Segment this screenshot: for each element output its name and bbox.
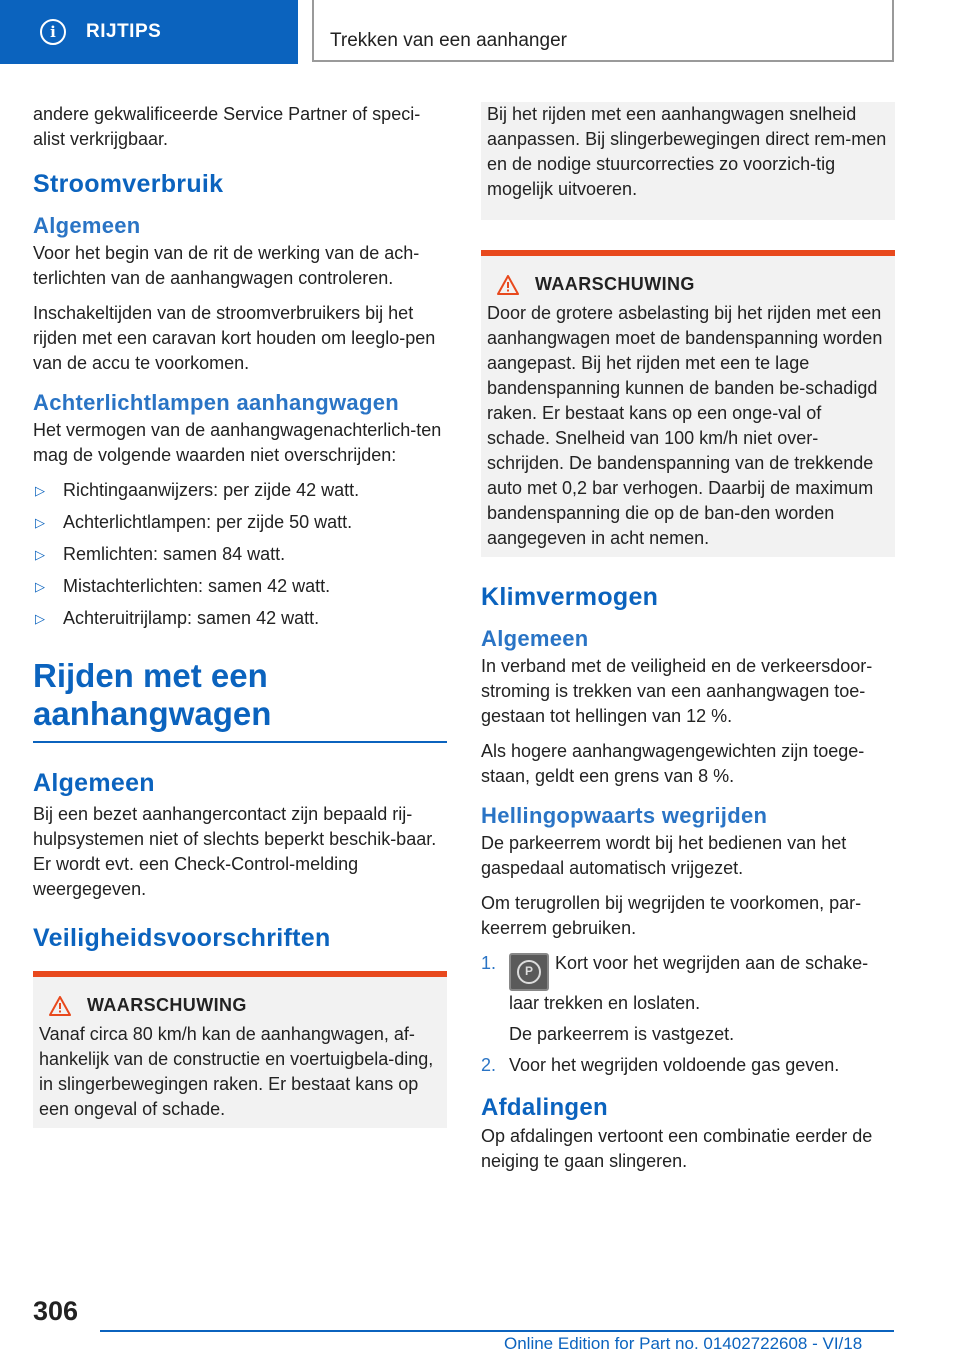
paragraph-klim-1: In verband met de veiligheid en de verkeersdoor-stroming is trekken van een aanhangwagen toe-gestaan tot hellingen van 12 %.: [481, 656, 873, 726]
triangle-bullet-icon: ▷: [35, 515, 45, 530]
section-label: RIJTIPS: [86, 21, 162, 42]
paragraph-algemeen-2: Inschakeltijden van de stroomverbruikers bij het rijden met een caravan kort houden om leeglo-pen van de accu te voorkomen.: [33, 303, 436, 373]
paragraph-helling-2: Om terugrollen bij wegrijden te voorkomen, par-keerrem gebruiken.: [481, 893, 862, 938]
step-result: De parkeerrem is vastgezet.: [509, 1023, 735, 1044]
page-number: 306: [33, 1296, 79, 1326]
heading-algemeen-stroom: Algemeen: [33, 213, 141, 238]
triangle-bullet-icon: ▷: [35, 579, 45, 594]
warning-continuation-box: [481, 102, 895, 220]
chapter-title: Trekken van een aanhanger: [330, 30, 567, 51]
heading-algemeen-rijden: Algemeen: [33, 769, 155, 797]
list-item: ▷ Richtingaanwijzers: per zijde 42 watt.: [33, 478, 447, 503]
footer-divider: [100, 1330, 894, 1332]
warning-title: WAARSCHUWING: [535, 274, 695, 294]
heading-algemeen-klim: Algemeen: [481, 626, 589, 651]
heading-klimvermogen: Klimvermogen: [481, 583, 659, 611]
heading-afdalingen: Afdalingen: [481, 1093, 608, 1121]
warning-title: WAARSCHUWING: [87, 995, 247, 1015]
paragraph-klim-2: Als hogere aanhangwagengewichten zijn toege-staan, geldt een grens van 8 %.: [481, 741, 865, 786]
paragraph-algemeen-rijden: Bij een bezet aanhangercontact zijn bepaald rij-hulpsystemen niet of slechts beperkt beschik-baar. Er wordt evt. een Check-Control-melding weergegeven.: [33, 804, 437, 899]
list-item: ▷ Mistachterlichten: samen 42 watt.: [33, 574, 447, 599]
intro-paragraph: andere gekwalificeerde Service Partner of speci-alist verkrijgbaar.: [33, 104, 421, 149]
steps-list: [481, 951, 895, 1078]
step-text: Kort voor het wegrijden aan de schake-laar trekken en loslaten.: [509, 953, 869, 1013]
warning-text: Door de grotere asbelasting bij het rijden met een aanhangwagen moet de bandenspanning worden aangepast. Bij het rijden met een te lage bandenspanning kunnen de banden be-schadigd raken. Er bestaat kans op een onge-val of schade. Snelheid van 100 km/h niet over-schrijden. De bandenspanning van de trekkende auto met 0,2 bar verhogen. Daarbij de maximum bandenspanning die op de ban-den worden aangegeven in acht nemen.: [487, 303, 883, 548]
paragraph-algemeen-1: Voor het begin van de rit de werking van de ach-terlichten van de aanhangwagen controleren.: [33, 243, 420, 288]
wattage-list: [33, 478, 447, 631]
header-title-box: [312, 0, 894, 62]
list-item: ▷ Remlichten: samen 84 watt.: [33, 542, 447, 567]
header-section-tab: [0, 0, 298, 64]
warning-text: Vanaf circa 80 km/h kan de aanhangwagen, af-hankelijk van de constructie en voertuigbela-ding, in slingerbewegingen raken. Er bestaat kans op een ongeval of schade.: [39, 1024, 434, 1119]
left-column: [33, 102, 447, 1128]
warning-box: [33, 971, 447, 1128]
triangle-bullet-icon: ▷: [35, 483, 45, 498]
warning-triangle-icon: [497, 275, 519, 295]
list-item: ▷ Achteruitrijlamp: samen 42 watt.: [33, 606, 447, 631]
paragraph-helling-1: De parkeerrem wordt bij het bedienen van het gaspedaal automatisch vrijgezet.: [481, 833, 847, 878]
right-column: [481, 102, 895, 1184]
warning-box: [481, 250, 895, 557]
list-item: [481, 1053, 895, 1078]
step-number: 2.: [481, 1054, 497, 1075]
warning-triangle-icon: [49, 996, 71, 1016]
list-item: ▷ Achterlichtlampen: per zijde 50 watt.: [33, 510, 447, 535]
triangle-bullet-icon: ▷: [35, 547, 45, 562]
heading-achterlichtlampen: Achterlichtlampen aanhangwagen: [33, 390, 399, 415]
triangle-bullet-icon: ▷: [35, 611, 45, 626]
paragraph-achterlichtlampen: Het vermogen van de aanhangwagenachterlich-ten mag de volgende waarden niet overschrijden:: [33, 420, 442, 465]
heading-hellingopwaarts: Hellingopwaarts wegrijden: [481, 803, 768, 828]
heading-veiligheidsvoorschriften: Veiligheidsvoorschriften: [33, 924, 331, 952]
footer-edition: Online Edition for Part no. 01402722608 - VI/18: [504, 1334, 863, 1353]
paragraph-afdalingen: Op afdalingen vertoont een combinatie eerder de neiging te gaan slingeren.: [481, 1125, 873, 1171]
warning-continuation-text: Bij het rijden met een aanhangwagen snelheid aanpassen. Bij slingerbewegingen direct rem-men en de nodige stuurcorrecties zo voorzich-tig mogelijk uitvoeren.: [487, 104, 887, 199]
parking-brake-icon: P: [509, 953, 549, 991]
step-text: Voor het wegrijden voldoende gas geven.: [509, 1054, 840, 1075]
heading-rijden-met-aanhangwagen: Rijden met een aanhangwagen: [33, 657, 447, 743]
step-number: 1.: [481, 953, 497, 973]
info-icon: i: [40, 19, 66, 45]
list-item: [481, 951, 895, 1047]
heading-stroomverbruik: Stroomverbruik: [33, 170, 224, 198]
